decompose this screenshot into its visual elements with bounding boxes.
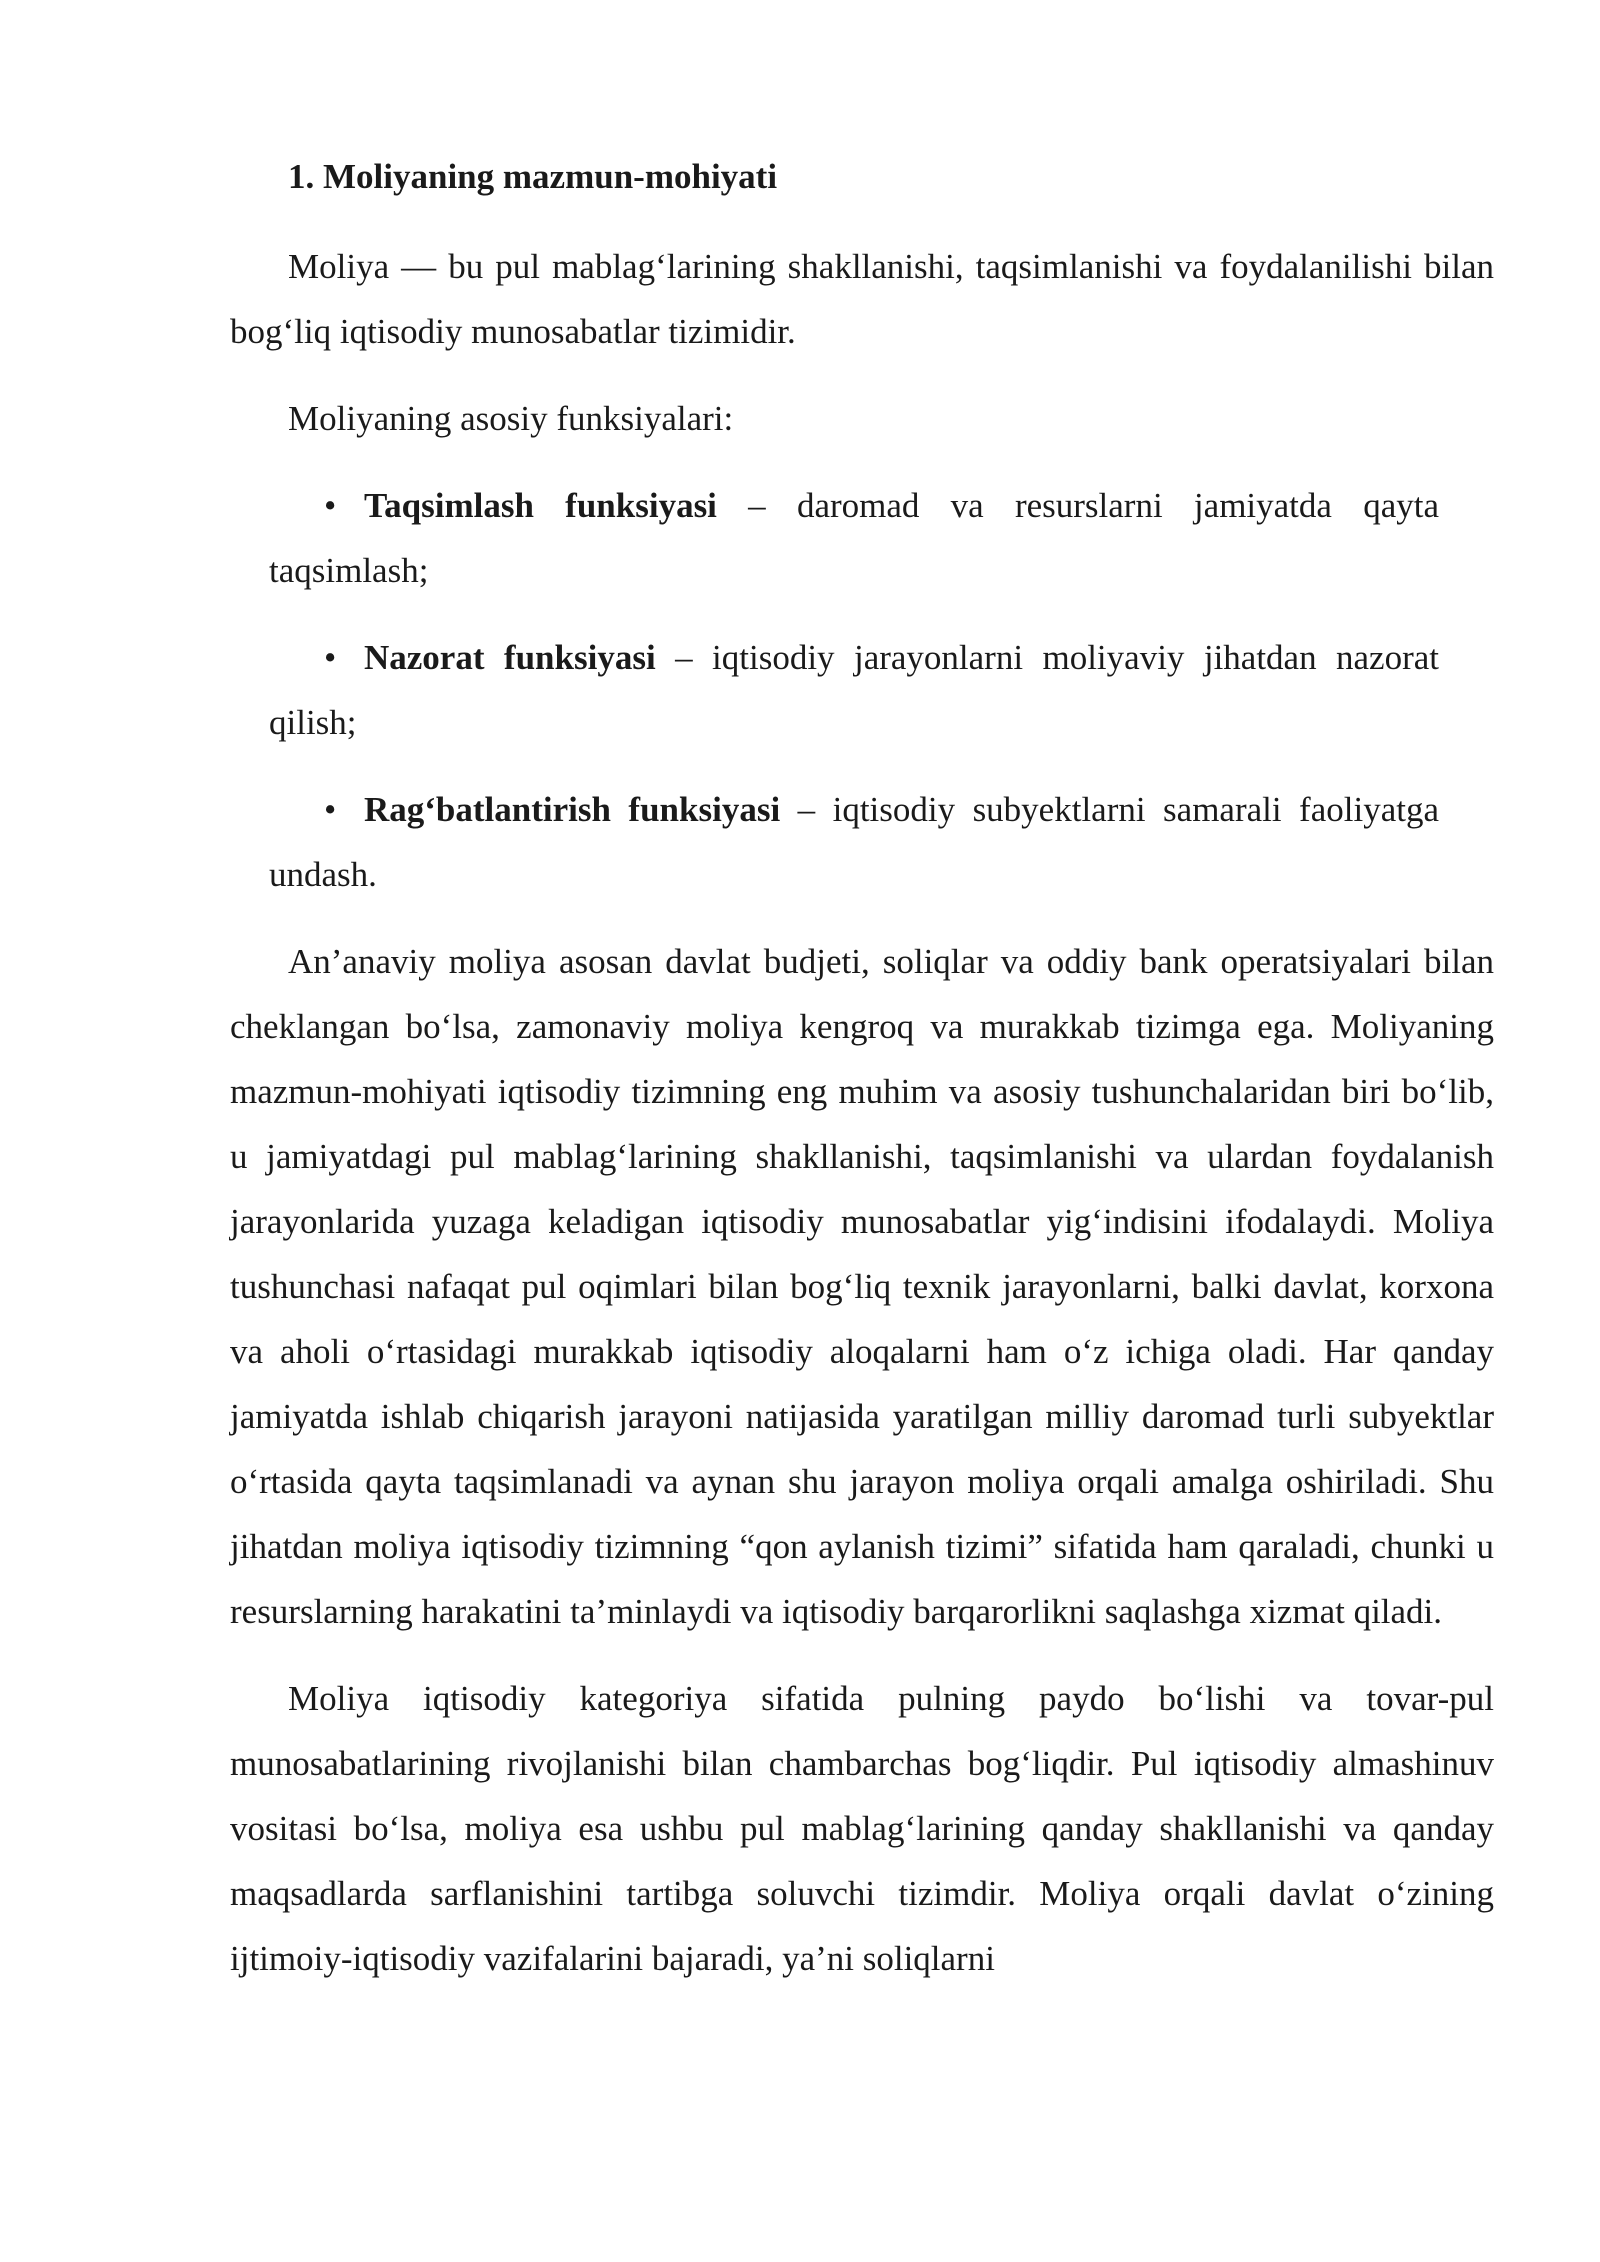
list-item (269, 625, 1439, 755)
section-heading: 1. Moliyaning mazmun-mohiyati (288, 157, 778, 196)
bullet-icon: • (324, 486, 337, 525)
body-paragraph-1: An’anaviy moliya asosan davlat budjeti, soliqlar va oddiy bank operatsiyalari bilan cheklangan bo‘lsa, zamonaviy moliya kengroq va murakkab tizimga ega. Moliyaning mazmun-mohiyati iqtisodiy tizimning eng muhim va asosiy tushunchalaridan biri bo‘lib, u jamiyatdagi pul mablag‘larining shakllanishi, taqsimlanishi va ulardan foydalanish jarayonlarida yuzaga keladigan iqtisodiy munosabatlar yig‘indisini ifodalaydi. Moliya tushunchasi nafaqat pul oqimlari bilan bog‘liq texnik jarayonlarni, balki davlat, korxona va aholi o‘rtasidagi murakkab iqtisodiy aloqalarni ham o‘z ichiga oladi. Har qanday jamiyatda ishlab chiqarish jarayoni natijasida yaratilgan milliy daromad turli subyektlar o‘rtasida qayta taqsimlanadi va aynan shu jarayon moliya orqali amalga oshiriladi. Shu jihatdan moliya iqtisodiy tizimning “qon aylanish tizimi” sifatida ham qaraladi, chunki u resurslarning harakatini ta’minlaydi va iqtisodiy barqarorlikni saqlashga xizmat qiladi. (230, 942, 1494, 1631)
definition-paragraph: Moliya — bu pul mablag‘larining shakllanishi, taqsimlanishi va foydalanilishi bilan bog‘liq iqtisodiy munosabatlar tizimidir. (230, 247, 1494, 351)
list-item (269, 473, 1439, 603)
function-description: – iqtisodiy subyektlarni samarali faoliyatga undash. (269, 790, 1439, 894)
functions-intro: Moliyaning asosiy funksiyalari: (288, 399, 734, 438)
function-term: Rag‘batlantirish funksiyasi (364, 790, 781, 829)
document-page (230, 150, 1494, 2013)
list-item (269, 777, 1439, 907)
function-description: – iqtisodiy jarayonlarni moliyaviy jihatdan nazorat qilish; (269, 638, 1439, 742)
function-term: Taqsimlash funksiyasi (364, 486, 717, 525)
function-description: – daromad va resurslarni jamiyatda qayta taqsimlash; (269, 486, 1439, 590)
bullet-icon: • (324, 790, 337, 829)
bullet-icon: • (324, 638, 337, 677)
body-paragraph-2: Moliya iqtisodiy kategoriya sifatida pulning paydo bo‘lishi va tovar-pul munosabatlarining rivojlanishi bilan chambarchas bog‘liqdir. Pul iqtisodiy almashinuv vositasi bo‘lsa, moliya esa ushbu pul mablag‘larining qanday shakllanishi va qanday maqsadlarda sarflanishini tartibga soluvchi tizimdir. Moliya orqali davlat o‘zining ijtimoiy-iqtisodiy vazifalarini bajaradi, ya’ni soliqlarni (230, 1679, 1494, 1978)
function-term: Nazorat funksiyasi (364, 638, 656, 677)
functions-list (230, 473, 1494, 907)
